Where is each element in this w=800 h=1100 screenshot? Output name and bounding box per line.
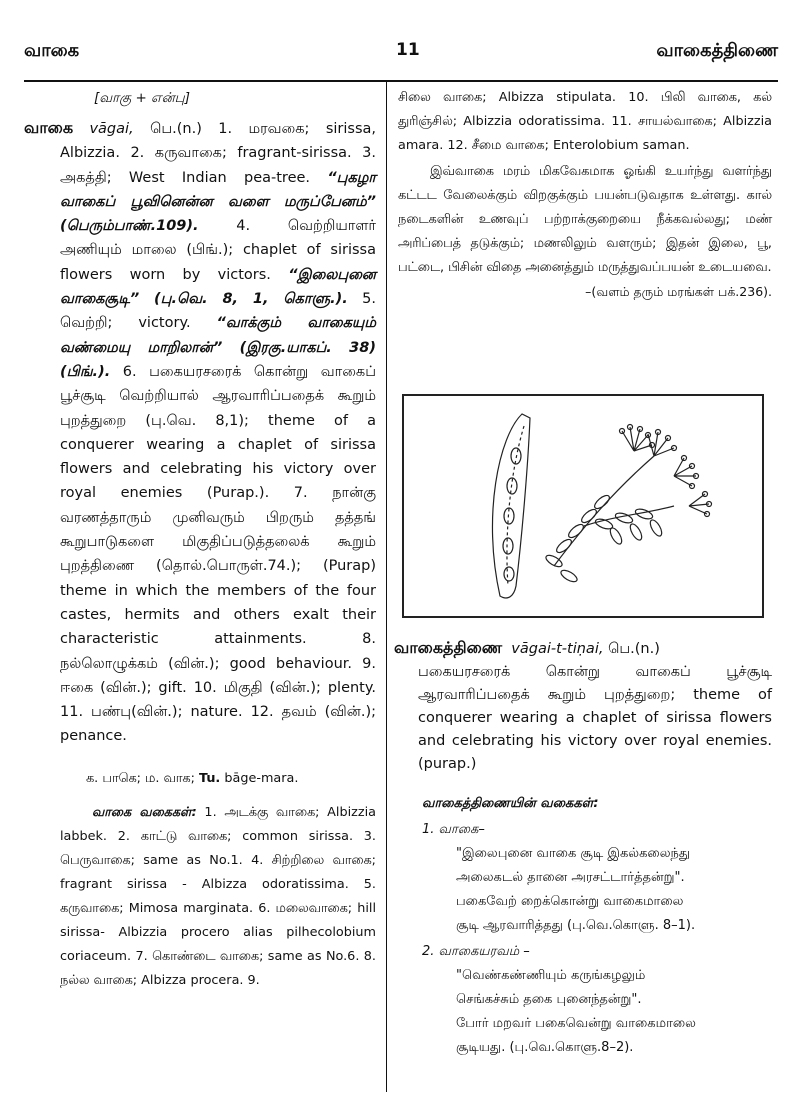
entry-headword: வாகை — [24, 118, 74, 137]
entry-body-2: 4. வெற்றியாளர் அணியும் மாலை (பிங்.); chaplet of sirissa flowers worn by victors. — [60, 218, 376, 283]
entry2-pos: பெ.(n.) — [608, 641, 660, 657]
entry-vagai — [24, 116, 377, 749]
entry-body-3: 5. வெற்றி; victory. — [60, 291, 376, 332]
entry-pos: பெ.(n.) — [150, 121, 202, 137]
entry2-transliteration: vāgai-t-tiṇai, — [511, 641, 604, 657]
item1-line: பகைவேற் றைக்கொன்று வாகைமாலை — [456, 894, 684, 909]
albizzia-illustration — [402, 394, 764, 618]
varieties-label: வாகை வகைகள்: — [92, 804, 197, 820]
vagai-varieties — [60, 801, 376, 993]
left-column — [24, 84, 377, 993]
item2-line: சூடியது. (பு.வெ.கொளு.8–2). — [456, 1040, 634, 1055]
varieties-text: 1. அடக்கு வாகை; Albizzia labbek. 2. காட்டு வாகை; common sirissa. 3. பெருவாகை; same as No.1. 4. சிற்றிலை வாகை; fragrant sirissa - Albizza odoratissima. 5. கருவாகை; Mimosa marginata. 6. மலைவாகை; hill sirissa- Albizzia procero alias pilhecolobium coriaceum. 7. கொண்டை வாகை; same as No.6. 8. நல்ல வாகை; Albizza procera. 9. — [60, 804, 376, 988]
entry2-headword: வாகைத்திணை — [394, 638, 503, 657]
description-paragraph: இவ்வாகை மரம் மிகவேகமாக ஓங்கி உயர்ந்து வளர்ந்து கட்டட வேலைக்கும் விறகுக்கும் பயன்படுவதாக உள்ளது. கால் நடைகளின் உணவுப் பற்றாக்குறையை நீக்கவல்லது; மண் அரிப்பைத் தடுக்கும்; மணலிலும் வளரும்; இதன் இலை, பூ, பட்டை, பிசின் விதை அனைத்தும் மருத்துவப்பயன் உடையவை. — [398, 164, 772, 275]
cognates — [86, 767, 376, 791]
entry2-body: பகையரசரைக் கொன்று வாகைப் பூச்சூடி ஆரவாரிப்பதைக் கூறும் புறத்துறை; theme of conquerer wearing a chaplet of sirissa flowers and celebrating his victory over royal enemies. (purap.) — [418, 664, 772, 772]
item2-label: 2. வாகையரவம் – — [422, 944, 530, 959]
source-citation: –(வளம் தரும் மரங்கள் பக்.236). — [585, 284, 772, 299]
page-number: 11 — [396, 40, 420, 60]
subsection-title: வாகைத்திணையின் வகைகள்: — [422, 796, 599, 811]
item2-line: "வெண்கண்ணியும் கருங்கழலும் — [456, 968, 646, 983]
header-right-guideword: வாகைத்திணை — [656, 40, 778, 61]
item1-line: "இலைபுனை வாகை சூடி இகல்கலைந்து — [456, 846, 691, 861]
entry-vagaittinai — [394, 636, 772, 1060]
column-divider — [386, 82, 387, 1092]
item1-line: அலைகடல் தானை அரசட்டார்த்தன்று". — [456, 870, 685, 885]
quote-1: “புகழா வாகைப் பூவினென்ன வளை மருப்பேனம்” (பெரும்பாண்.109). — [60, 169, 376, 235]
item2-line: போர் மறவர் பகைவென்று வாகைமாலை — [456, 1016, 696, 1031]
varieties-continued: சிலை வாகை; Albizza stipulata. 10. பிலி வாகை, கல் துரிஞ்சில்; Albizzia odoratissima. 11. சாயல்வாகை; Albizzia amara. 12. சீமை வாகை; Enterolobium saman. — [398, 90, 772, 153]
cognates-part-a: க. பாகெ; ம. வாக; — [86, 770, 199, 786]
entry2-paragraph — [394, 636, 772, 776]
entry-transliteration: vāgai, — [89, 121, 134, 137]
entry-body-4: 6. பகையரசரைக் கொன்று வாகைப் பூச்சூடி வெற்றியால் ஆரவாரிப்பதைக் கூறும் புறத்துறை (பு.வெ. 8,1); theme of a conquerer wearing a chaplet of sirissa flowers and celebrating his victory over royal enemies (Purap.). 7. நான்கு வரணத்தாரும் முனிவரும் பிறரும் தத்தங் கூறுபாடுகளை மிகுதிப்படுத்தலைக் கூறும் புறத்திணை (தொல்.பொருள்.74.); (Purap) theme in which the members of the four castes, hermits and others exalt their characteristic attainments. 8. நல்லொழுக்கம் (வின்.); good behaviour. 9. ஈகை (வின்.); gift. 10. மிகுதி (வின்.); plenty. 11. பண்பு(வின்.); nature. 12. தவம் (வின்.); penance. — [60, 363, 376, 745]
quote-2: “இலைபுனை வாகைசூடி” (பு.வெ. 8, 1, கொளு.). — [60, 266, 376, 308]
cognates-tulu: Tu. — [199, 770, 221, 786]
page-header — [24, 32, 778, 82]
header-left-guideword: வாகை — [24, 40, 80, 61]
etymology: [வாகு + என்பு] — [94, 90, 190, 106]
item1-label: 1. வாகை– — [422, 822, 485, 837]
cognates-part-b: bāge-mara. — [220, 770, 299, 786]
quote-3: “வாக்கும் வாகையும் வண்மையு மாறிலான்” (இரகு.யாகப். 38) (பிங்.). — [60, 315, 376, 380]
entry-body-1: 1. மரவகை; sirissa, Albizzia. 2. கருவாகை; fragrant-sirissa. 3. அகத்தி; West Indian pea-tree. — [60, 121, 377, 186]
botanical-drawing-icon — [404, 396, 762, 616]
item2-line: செங்கச்சும் தகை புனைந்தன்று". — [456, 992, 642, 1007]
item1-line: சூடி ஆரவாரித்தது (பு.வெ.கொளு. 8–1). — [456, 918, 696, 933]
right-column — [398, 84, 772, 304]
